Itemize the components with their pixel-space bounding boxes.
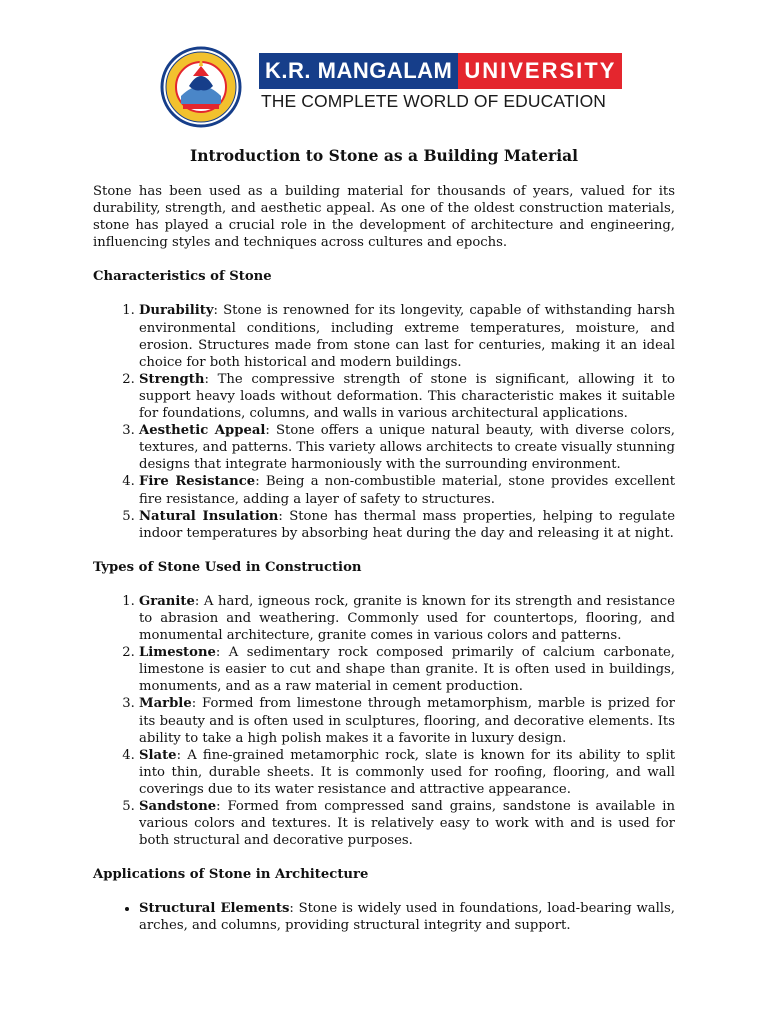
list-item-term: Natural Insulation xyxy=(139,508,279,524)
list-item-term: Limestone xyxy=(139,645,216,661)
list-item-text: : Stone has thermal mass properties, helping to regulate indoor temperatures by absorbing heat during the day and releasing it at night. xyxy=(139,508,676,541)
types-list xyxy=(93,593,675,849)
list-item-text: : The compressive strength of stone is significant, allowing it to support heavy loads without deformation. This characteristic makes it suitable for foundations, columns, and walls in various architectural applications. xyxy=(139,371,675,422)
list-item-text: : Stone is renowned for its longevity, capable of withstanding harsh environmental conditions, including extreme temperatures, moisture, and erosion. Structures made from stone can last for centuries, making it an ideal choice for both historical and modern buildings. xyxy=(139,303,675,370)
list-item xyxy=(139,302,675,370)
list-item-text: : Formed from compressed sand grains, sandstone is available in various colors and textures. It is relatively easy to work with and is used for both structural and decorative purposes. xyxy=(139,799,675,849)
list-item-term: Structural Elements xyxy=(139,901,290,917)
university-header xyxy=(153,46,623,128)
list-item-text: : Stone is widely used in foundations, load-bearing walls, arches, and columns, providing structural integrity and support. xyxy=(139,901,675,934)
list-item-term: Marble xyxy=(139,696,192,712)
brand-university: UNIVERSITY xyxy=(458,53,622,89)
list-item-text: : Formed from limestone through metamorphism, marble is prized for its beauty and is often used in sculptures, flooring, and decorative elements. Its ability to take a high polish makes it a favorite in luxury design. xyxy=(139,696,675,746)
list-item-term: Strength xyxy=(139,371,205,387)
list-item-term: Granite xyxy=(139,593,195,609)
intro-paragraph: Stone has been used as a building material for thousands of years, valued for its durability, strength, and aesthetic appeal. As one of the oldest construction materials, stone has played a crucial role in the development of architecture and engineering, influencing styles and techniques across cultures and epochs. xyxy=(93,184,675,251)
list-item-term: Sandstone xyxy=(139,799,217,814)
list-item xyxy=(139,593,675,644)
document-body xyxy=(93,146,675,935)
list-item xyxy=(139,900,675,934)
list-item xyxy=(139,798,675,849)
list-item xyxy=(139,508,675,542)
brand-wordmark xyxy=(259,53,622,89)
characteristics-heading: Characteristics of Stone xyxy=(93,269,272,285)
brand-name: K.R. MANGALAM xyxy=(259,53,458,89)
list-item xyxy=(139,644,675,695)
list-item xyxy=(139,371,675,422)
applications-list xyxy=(93,900,675,934)
list-item xyxy=(139,695,675,746)
list-item-text: : Being a non-combustible material, stone provides excellent fire resistance, adding a layer of safety to structures. xyxy=(139,474,675,507)
list-item-term: Durability xyxy=(139,303,214,319)
applications-heading: Applications of Stone in Architecture xyxy=(93,867,369,883)
university-seal-logo xyxy=(153,46,249,128)
list-item-term: Slate xyxy=(139,747,177,763)
brand-tagline: THE COMPLETE WORLD OF EDUCATION xyxy=(261,91,607,111)
list-item-text: : Stone offers a unique natural beauty, with diverse colors, textures, and patterns. This variety allows architects to create visually stunning designs that integrate harmoniously with the surrounding environment. xyxy=(139,423,675,473)
list-item xyxy=(139,747,675,798)
list-item-term: Fire Resistance xyxy=(139,474,256,490)
list-item xyxy=(139,473,675,507)
document-title: Introduction to Stone as a Building Material xyxy=(189,146,579,165)
list-item-text: : A sedimentary rock composed primarily of calcium carbonate, limestone is easier to cut and shape than granite. It is often used in buildings, monuments, and as a raw material in cement production. xyxy=(139,645,675,695)
types-heading: Types of Stone Used in Construction xyxy=(93,559,362,575)
list-item-text: : A hard, igneous rock, granite is known for its strength and resistance to abrasion and weathering. Commonly used for countertops, flooring, and monumental architecture, granite comes in various colors and patterns. xyxy=(139,593,675,644)
list-item xyxy=(139,422,675,473)
list-item-text: : A fine-grained metamorphic rock, slate is known for its ability to split into thin, durable sheets. It is commonly used for roofing, flooring, and wall coverings due to its water resistance and attractive appearance. xyxy=(139,747,675,797)
list-item-term: Aesthetic Appeal xyxy=(139,423,266,439)
characteristics-list xyxy=(93,302,675,541)
